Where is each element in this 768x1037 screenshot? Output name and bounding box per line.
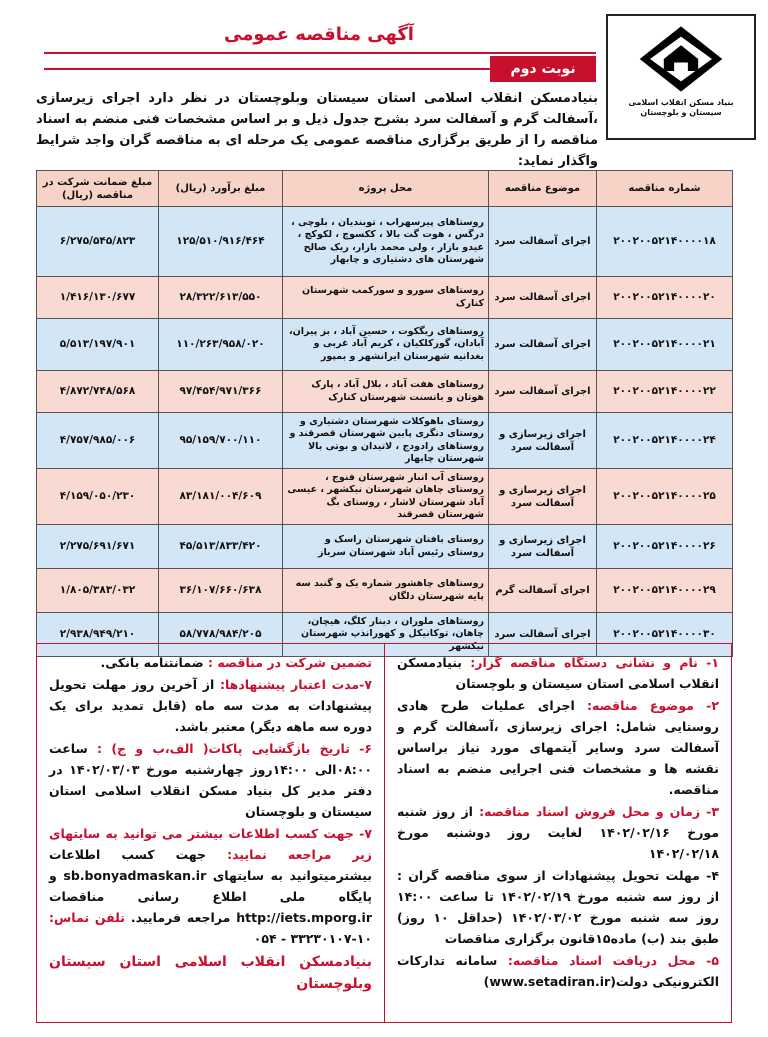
tender-estimate: ۵۸/۷۷۸/۹۸۴/۲۰۵ — [159, 613, 283, 657]
header-guarantee: مبلغ ضمانت شرکت در مناقصه (ریال) — [37, 171, 159, 207]
tender-location: روستای آب انبار شهرستان فنوج ، روستای چاهان شهرستان نیکشهر ، عیسی آباد شهرستان لاشار ، روستای بگ شهرستان قصرقند — [283, 469, 489, 525]
title-underline — [44, 52, 596, 54]
condition-heading: ۱- نام و نشانی دستگاه مناقصه گزار: — [470, 655, 720, 670]
table-row — [37, 413, 733, 469]
condition-item — [49, 652, 372, 673]
tender-guarantee: ۴/۷۵۷/۹۸۵/۰۰۶ — [37, 413, 159, 469]
bonyad-maskan-logo-icon — [638, 24, 724, 94]
tender-number: ۲۰۰۲۰۰۵۲۱۴۰۰۰۰۲۱ — [597, 319, 733, 371]
condition-heading: ۵- محل دریافت اسناد مناقصه: — [507, 953, 719, 968]
page-title: آگهی مناقصه عمومی — [224, 24, 414, 45]
tender-location: روستاهای هفت آباد ، بلال آباد ، پارک هوتان و باتسنت شهرستان کنارک — [283, 371, 489, 413]
tender-estimate: ۴۵/۵۱۳/۸۳۳/۴۲۰ — [159, 525, 283, 569]
condition-heading: ۲- موضوع مناقصه: — [587, 698, 720, 713]
table-header-row — [37, 171, 733, 207]
condition-item — [49, 674, 372, 737]
condition-item — [397, 695, 719, 800]
logo-caption-line-2: سیستان و بلوچستان — [640, 108, 722, 117]
tender-number: ۲۰۰۲۰۰۵۲۱۴۰۰۰۰۳۰ — [597, 613, 733, 657]
logo-caption — [628, 98, 733, 118]
tender-estimate: ۸۳/۱۸۱/۰۰۴/۶۰۹ — [159, 469, 283, 525]
tender-guarantee: ۱/۴۱۶/۱۳۰/۶۷۷ — [37, 277, 159, 319]
tender-location: روستاهای ملوران ، دینار کلگ، هیچان، چاهان، توکانیکل و کهورانذپ شهرستان نیکشهر — [283, 613, 489, 657]
tender-number: ۲۰۰۲۰۰۵۲۱۴۰۰۰۰۲۶ — [597, 525, 733, 569]
phone-number: ۰۵۴ - ۳۳۲۳۰۱۰۷-۱۰ — [253, 931, 372, 946]
tender-guarantee: ۱/۸۰۵/۳۸۳/۰۳۲ — [37, 569, 159, 613]
table-row — [37, 319, 733, 371]
tender-subject: اجرای آسفالت سرد — [489, 613, 597, 657]
tender-guarantee: ۴/۱۵۹/۰۵۰/۲۳۰ — [37, 469, 159, 525]
condition-text: بنیادمسکن انقلاب اسلامی استان سیستان و بلوچستان — [397, 655, 719, 691]
tender-subject: اجرای زیرسازی و آسفالت سرد — [489, 469, 597, 525]
logo-caption-line-1: بنیاد مسکن انقلاب اسلامی — [628, 98, 734, 107]
tender-subject: اجرای آسفالت سرد — [489, 207, 597, 277]
table-row — [37, 525, 733, 569]
tender-location: روستای بافتان شهرستان راسک و روستای رئیس آباد شهرستان سرباز — [283, 525, 489, 569]
tender-number: ۲۰۰۲۰۰۵۲۱۴۰۰۰۰۱۸ — [597, 207, 733, 277]
header-estimate: مبلغ برآورد (ریال) — [159, 171, 283, 207]
conditions-left-column — [37, 644, 384, 1022]
tender-subject: اجرای زیرسازی و آسفالت سرد — [489, 525, 597, 569]
condition-item — [397, 950, 719, 992]
table-row — [37, 569, 733, 613]
tender-guarantee: ۶/۲۷۵/۵۴۵/۸۲۳ — [37, 207, 159, 277]
tender-location: روستاهای سورو و سورکمب شهرستان کنارک — [283, 277, 489, 319]
table-row — [37, 207, 733, 277]
tender-number: ۲۰۰۲۰۰۵۲۱۴۰۰۰۰۲۲ — [597, 371, 733, 413]
condition-text: ۴- مهلت تحویل پیشنهادات از سوی مناقصه گران : از روز سه شنبه مورخ ۱۴۰۲/۰۲/۱۹ تا ساعت ۱۴:۰۰ روز سه شنبه مورخ ۱۴۰۲/۰۳/۰۲ (حداقل ۱۰ روز) طبق بند (ب) ماده۱۵قانون برگزاری مناقصات — [397, 868, 719, 946]
condition-text: ضمانتنامه بانکی. — [100, 655, 209, 670]
condition-item — [397, 865, 719, 949]
tender-estimate: ۹۵/۱۵۹/۷۰۰/۱۱۰ — [159, 413, 283, 469]
tender-location: روستاهای ریگکوت ، حسین آباد ، بز پیران، آبادان، گورکلکیان ، کریم آباد غربی و بغدانیه شهرستان ایرانشهر و بمپور — [283, 319, 489, 371]
condition-heading: ۳- زمان و محل فروش اسناد مناقصه: — [479, 804, 720, 819]
condition-text: از آخرین روز مهلت تحویل پیشنهادات به مدت سه ماه (قابل تمدید برای یک دوره سه ماهه دیگر) معتبر باشد. — [49, 677, 372, 734]
tender-subject: اجرای آسفالت سرد — [489, 319, 597, 371]
tender-subject: اجرای آسفالت گرم — [489, 569, 597, 613]
tender-number: ۲۰۰۲۰۰۵۲۱۴۰۰۰۰۲۵ — [597, 469, 733, 525]
condition-heading: ۷-مدت اعتبار پیشنهادها: — [219, 677, 372, 692]
condition-text: اجرای عملیات طرح هادی روستایی شامل: اجرای زیرسازی ،آسفالت گرم و آسفالت سرد وسایر آیتمهای مورد نیاز براساس نقشه ها و مشخصات فنی اجرایی منضم به اسناد مناقصه. — [397, 698, 719, 797]
round-badge: نوبت دوم — [490, 56, 596, 82]
tender-guarantee: ۲/۲۷۵/۶۹۱/۶۷۱ — [37, 525, 159, 569]
tender-subject: اجرای زیرسازی و آسفالت سرد — [489, 413, 597, 469]
tender-number: ۲۰۰۲۰۰۵۲۱۴۰۰۰۰۲۹ — [597, 569, 733, 613]
condition-heading: تضمین شرکت در مناقصه : — [208, 655, 372, 670]
tender-guarantee: ۴/۸۷۲/۷۴۸/۵۶۸ — [37, 371, 159, 413]
intro-paragraph: بنیادمسکن انقلاب اسلامی استان سیستان وبلوچستان در نظر دارد اجرای زیرسازی ،آسفالت گرم و آسفالت سرد بشرح جدول ذیل و بر اساس مشخصات فنی منضم به اسناد مناقصه را از طریق برگزاری مناقصه عمومی یک مرحله ای به مناقصه گران واجد شرایط واگذار نماید: — [36, 91, 598, 169]
tender-estimate: ۱۱۰/۲۶۳/۹۵۸/۰۲۰ — [159, 319, 283, 371]
header-location: محل پروژه — [283, 171, 489, 207]
condition-item — [49, 823, 372, 949]
issuing-organization: بنیادمسکن انقلاب اسلامی استان سیستان وبلوچستان — [49, 954, 372, 992]
table-row — [37, 277, 733, 319]
condition-heading: ۷- جهت کسب اطلاعات بیشتر می توانید به سایتهای زیر مراجعه نمایید: — [49, 826, 372, 862]
tender-location: روستاهای پیرسهراب ، توبندیان ، بلوچی ، درگس ، هوت گت بالا ، ککسوچ ، لکوکچ ، عیدو بازار ، ولی محمد بازار، ریک صالح شهرستان های دشتیاری و چابهار — [283, 207, 489, 277]
tender-table — [36, 170, 733, 657]
header-subject: موضوع مناقصه — [489, 171, 597, 207]
tender-number: ۲۰۰۲۰۰۵۲۱۴۰۰۰۰۲۰ — [597, 277, 733, 319]
tender-subject: اجرای آسفالت سرد — [489, 277, 597, 319]
header-tender-number: شماره مناقصه — [597, 171, 733, 207]
tender-location: روستای باهوکلات شهرستان دشتیاری و روستای دنگری پایین شهرستان قصرقند و روستاهای رادودج ، لاتیدان و بوتی بالا شهرستان چابهار — [283, 413, 489, 469]
tender-number: ۲۰۰۲۰۰۵۲۱۴۰۰۰۰۲۴ — [597, 413, 733, 469]
condition-text: ساعت ۰۸:۰۰الی ۱۴:۰۰روز چهارشنبه مورخ ۱۴۰۲/۰۳/۰۳ در دفتر مدیر کل بنیاد مسکن انقلاب اسلامی استان سیستان و بلوچستان — [49, 741, 372, 819]
logo-box — [606, 14, 756, 140]
condition-item — [49, 738, 372, 822]
conditions-section — [36, 643, 732, 1023]
tender-location: روستاهای چاهشور شماره یک و گنبد سه پایه شهرستان دلگان — [283, 569, 489, 613]
condition-item — [397, 801, 719, 864]
conditions-right-column — [384, 644, 731, 1022]
condition-text: از روز شنبه مورخ ۱۴۰۲/۰۲/۱۶ لغایت روز دوشنبه مورخ ۱۴۰۲/۰۲/۱۸ — [397, 804, 719, 861]
condition-text: سامانه تدارکات الکترونیکی دولت(www.setadiran.ir) — [397, 953, 719, 989]
phone-label: تلفن تماس: — [49, 910, 125, 925]
tender-estimate: ۳۶/۱۰۷/۶۶۰/۶۳۸ — [159, 569, 283, 613]
tender-guarantee: ۵/۵۱۳/۱۹۷/۹۰۱ — [37, 319, 159, 371]
tender-guarantee: ۲/۹۳۸/۹۴۹/۲۱۰ — [37, 613, 159, 657]
tender-estimate: ۹۷/۴۵۴/۹۷۱/۳۶۶ — [159, 371, 283, 413]
condition-item — [397, 652, 719, 694]
tender-estimate: ۱۲۵/۵۱۰/۹۱۶/۴۶۴ — [159, 207, 283, 277]
condition-text: جهت کسب اطلاعات بیشترمیتوانید به سایتهای sb.bonyadmaskan.ir و پایگاه ملی اطلاع رسانی مناقصات http://iets.mporg.ir مراجعه فرمایید. — [49, 847, 373, 925]
table-row — [37, 469, 733, 525]
badge-divider — [44, 68, 490, 70]
condition-heading: ۶- تاریخ بازگشایی پاکات( الف،ب و ج) : — [97, 741, 372, 756]
tender-subject: اجرای آسفالت سرد — [489, 371, 597, 413]
table-row — [37, 371, 733, 413]
tender-estimate: ۲۸/۳۲۲/۶۱۳/۵۵۰ — [159, 277, 283, 319]
